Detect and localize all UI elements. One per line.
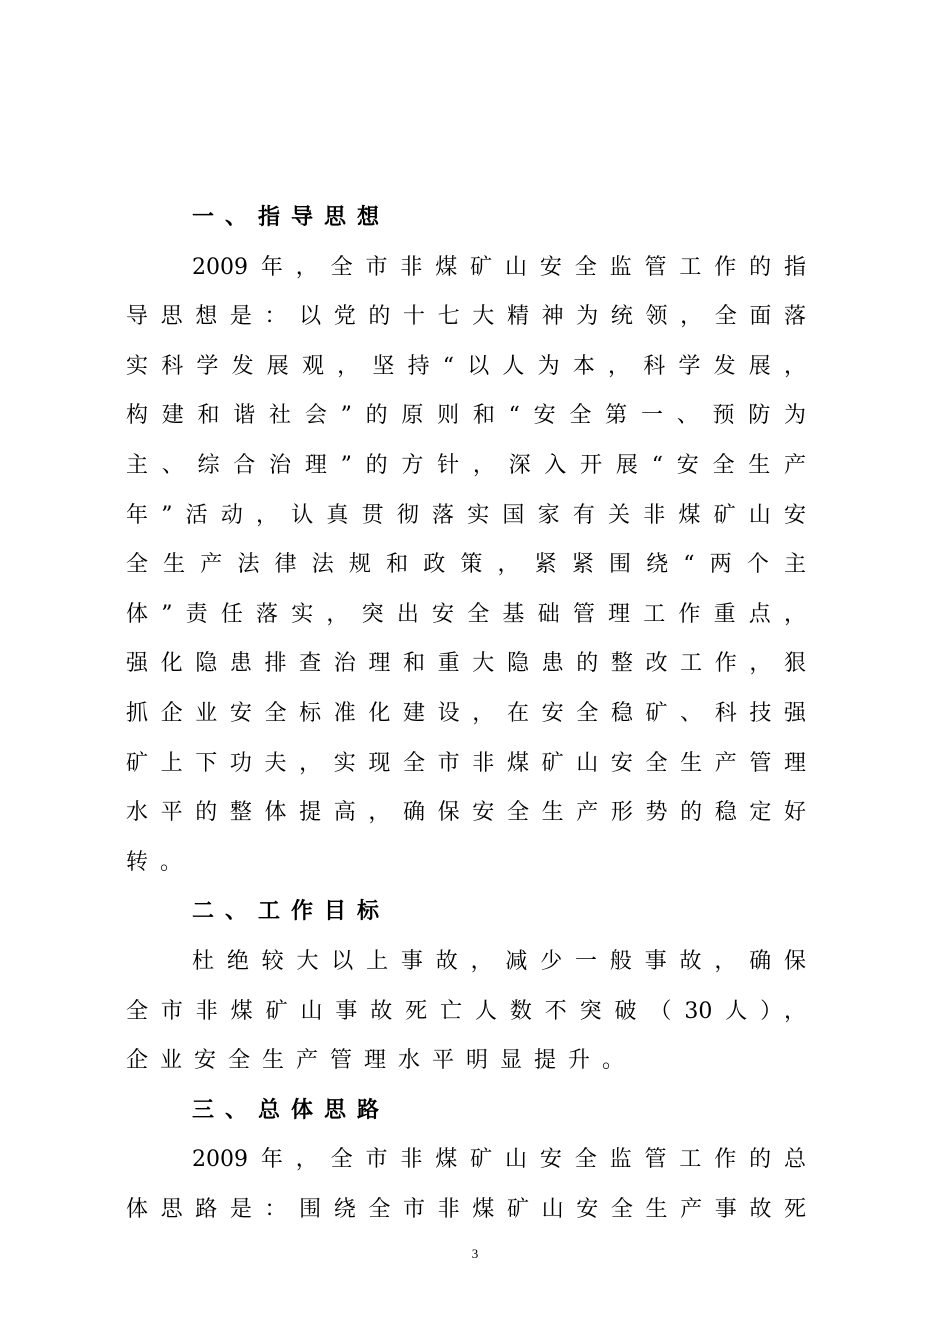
paragraph-line: 全生产法律法规和政策，紧紧围绕“两个主 [126,552,806,578]
paragraph-line: 强化隐患排查治理和重大隐患的整改工作，狠 [126,651,806,677]
section-heading-work-goals: 二、工作目标 [192,899,391,925]
paragraph-line: 2009年，全市非煤矿山安全监管工作的总 [192,1147,806,1173]
paragraph-line: 年”活动，认真贯彻落实国家有关非煤矿山安 [126,502,806,528]
paragraph-line: 转。 [126,849,195,875]
paragraph-line: 杜绝较大以上事故，减少一般事故，确保 [192,948,806,974]
paragraph-line: 体思路是：围绕全市非煤矿山安全生产事故死 [126,1196,806,1222]
paragraph-line: 矿上下功夫，实现全市非煤矿山安全生产管理 [126,750,806,776]
section-heading-overall-approach: 三、总体思路 [192,1097,391,1123]
paragraph-line: 构建和谐社会”的原则和“安全第一、预防为 [126,403,806,429]
page-number: 3 [471,1246,479,1261]
document-body [126,193,806,1234]
paragraph-line: 水平的整体提高，确保安全生产形势的稳定好 [126,800,806,826]
paragraph-line: 企业安全生产管理水平明显提升。 [126,1048,637,1074]
section-heading-guiding-ideology: 一、指导思想 [192,205,391,230]
paragraph-line: 主、综合治理”的方针，深入开展“安全生产 [126,452,806,478]
paragraph-line: 体”责任落实，突出安全基础管理工作重点， [126,601,806,627]
paragraph-line: 抓企业安全标准化建设，在安全稳矿、科技强 [126,700,806,726]
paragraph-line: 导思想是：以党的十七大精神为统领，全面落 [126,304,806,330]
paragraph-line: 全市非煤矿山事故死亡人数不突破（30人）， [126,998,806,1024]
paragraph-line: 实科学发展观，坚持“以人为本，科学发展， [126,353,806,379]
paragraph-line: 2009年，全市非煤矿山安全监管工作的指 [192,254,806,280]
